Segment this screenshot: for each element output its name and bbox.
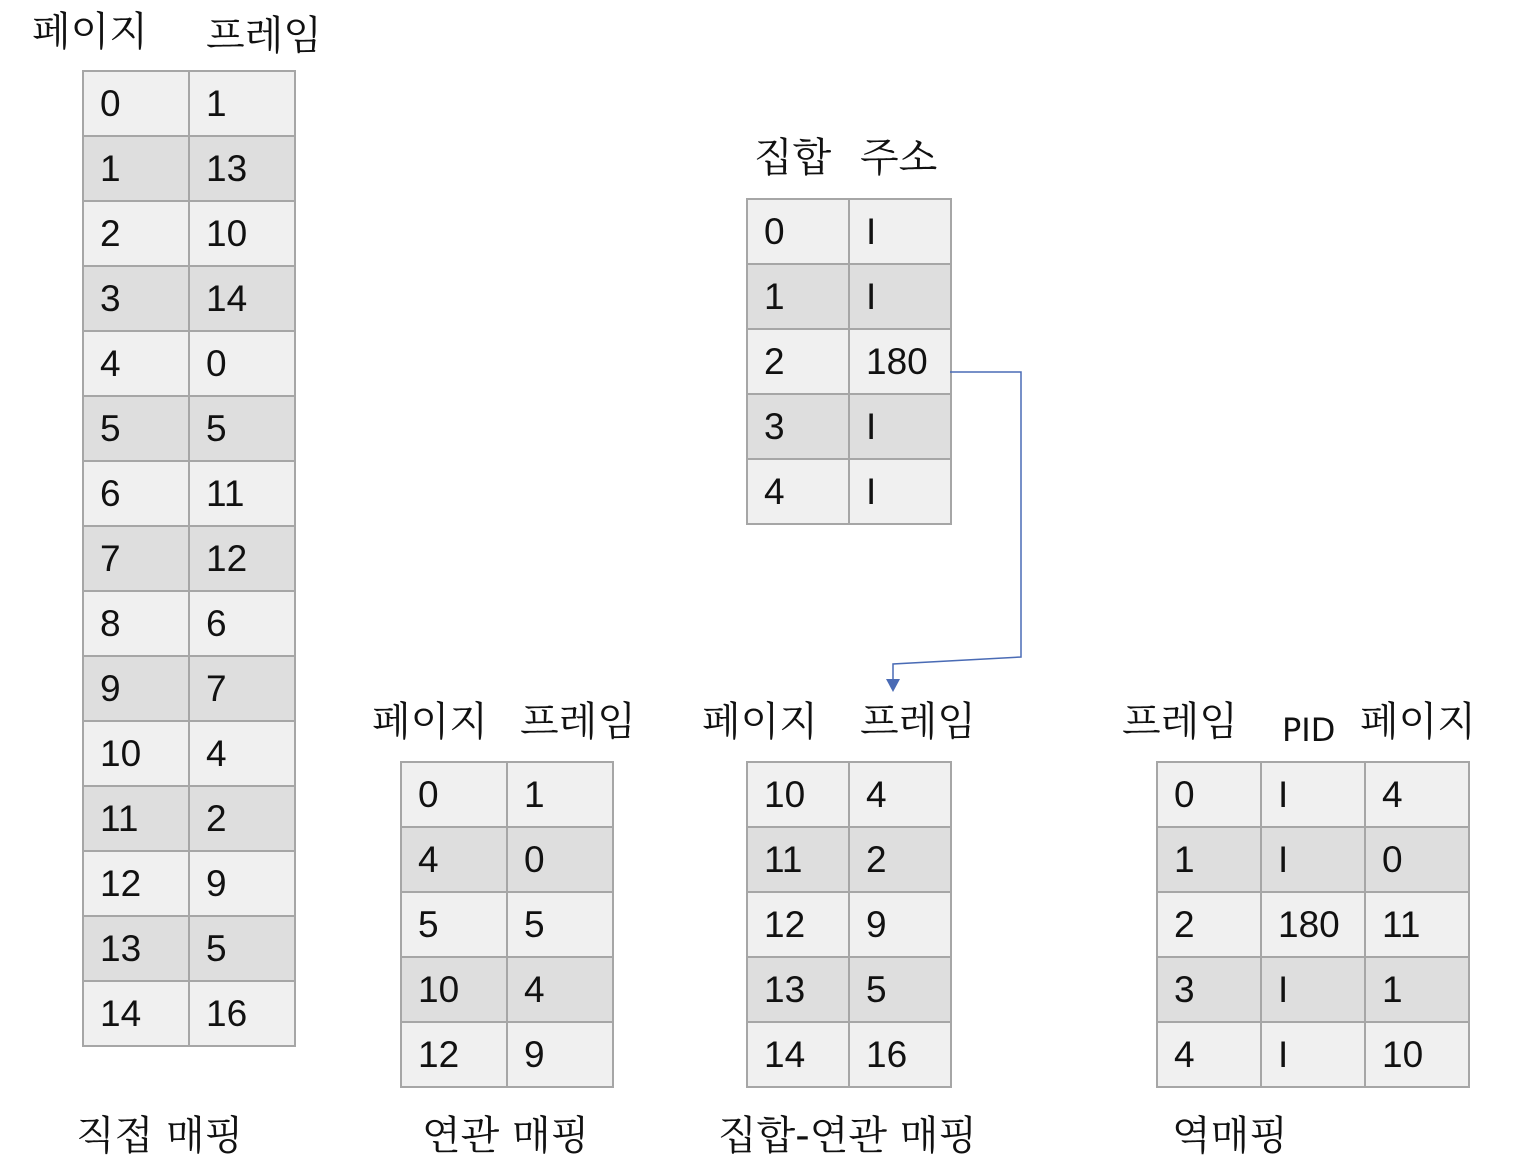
setassoc-header-page: 페이지 [702, 699, 818, 745]
direct-header-page: 페이지 [32, 9, 148, 55]
table-cell: 5 [83, 396, 189, 461]
table-cell: 5 [189, 396, 295, 461]
table-cell: 5 [189, 916, 295, 981]
table-cell: 14 [747, 1022, 849, 1087]
table-cell: 2 [83, 201, 189, 266]
table-cell: 0 [189, 331, 295, 396]
table-cell: 4 [747, 459, 849, 524]
table-cell: 180 [1261, 892, 1365, 957]
table-cell: 10 [1365, 1022, 1469, 1087]
table-cell: 16 [189, 981, 295, 1046]
inverted-mapping-caption: 역매핑 [1172, 1113, 1288, 1159]
table-cell: I [849, 264, 951, 329]
table-cell: 1 [1365, 957, 1469, 1022]
table-cell: 2 [849, 827, 951, 892]
table-cell: 14 [83, 981, 189, 1046]
table-cell: 13 [189, 136, 295, 201]
table-cell: 9 [83, 656, 189, 721]
table-cell: 4 [849, 762, 951, 827]
table-cell: 0 [507, 827, 613, 892]
set-associative-mapping-caption: 집합-연관 매핑 [718, 1113, 977, 1159]
table-cell: 4 [507, 957, 613, 1022]
table-cell: 6 [83, 461, 189, 526]
table-cell: I [1261, 957, 1365, 1022]
table-cell: 3 [747, 394, 849, 459]
table-cell: 2 [1157, 892, 1261, 957]
table-cell: 7 [189, 656, 295, 721]
set-header-set: 집합 [754, 135, 832, 181]
table-cell: 11 [83, 786, 189, 851]
inverted-header-frame: 프레임 [1122, 699, 1238, 745]
table-cell: 5 [849, 957, 951, 1022]
table-cell: 3 [1157, 957, 1261, 1022]
table-cell: 1 [1157, 827, 1261, 892]
table-cell: 12 [747, 892, 849, 957]
table-cell: 10 [747, 762, 849, 827]
table-cell: I [849, 394, 951, 459]
table-cell: 4 [1157, 1022, 1261, 1087]
table-cell: 10 [401, 957, 507, 1022]
table-cell: 6 [189, 591, 295, 656]
table-cell: 2 [747, 329, 849, 394]
table-cell: 9 [507, 1022, 613, 1087]
table-cell: 0 [401, 762, 507, 827]
table-cell: 1 [507, 762, 613, 827]
assoc-header-frame: 프레임 [520, 699, 636, 745]
direct-header-frame: 프레임 [206, 13, 322, 59]
table-cell: 1 [189, 71, 295, 136]
table-cell: 8 [83, 591, 189, 656]
table-cell: I [1261, 827, 1365, 892]
table-cell: 4 [83, 331, 189, 396]
table-cell: 1 [83, 136, 189, 201]
set-pointer-arrowhead [886, 679, 900, 692]
table-cell: 10 [83, 721, 189, 786]
table-cell: 13 [83, 916, 189, 981]
table-cell: I [1261, 762, 1365, 827]
table-cell: 11 [747, 827, 849, 892]
table-cell: 10 [189, 201, 295, 266]
table-cell: 1 [747, 264, 849, 329]
table-cell: 7 [83, 526, 189, 591]
table-cell: 13 [747, 957, 849, 1022]
table-cell: 5 [401, 892, 507, 957]
inverted-header-pid: PID [1282, 711, 1336, 749]
direct-mapping-caption: 직접 매핑 [76, 1113, 244, 1159]
set-pointer-line [893, 372, 1021, 680]
table-cell: 4 [401, 827, 507, 892]
setassoc-header-frame: 프레임 [860, 699, 976, 745]
inverted-header-page: 페이지 [1360, 699, 1476, 745]
table-cell: I [849, 199, 951, 264]
table-cell: 4 [189, 721, 295, 786]
associative-mapping-caption: 연관 매핑 [422, 1113, 590, 1159]
set-header-address: 주소 [860, 135, 938, 181]
table-cell: 12 [189, 526, 295, 591]
table-cell: 16 [849, 1022, 951, 1087]
table-cell: 14 [189, 266, 295, 331]
table-cell: 12 [83, 851, 189, 916]
table-cell: 0 [1157, 762, 1261, 827]
assoc-header-page: 페이지 [372, 699, 488, 745]
table-cell: 11 [1365, 892, 1469, 957]
table-cell: 9 [849, 892, 951, 957]
table-cell: I [1261, 1022, 1365, 1087]
table-cell: 11 [189, 461, 295, 526]
table-cell: 0 [747, 199, 849, 264]
table-cell: 0 [1365, 827, 1469, 892]
table-cell: I [849, 459, 951, 524]
table-cell: 0 [83, 71, 189, 136]
table-cell: 12 [401, 1022, 507, 1087]
table-cell: 180 [849, 329, 951, 394]
table-cell: 5 [507, 892, 613, 957]
table-cell: 2 [189, 786, 295, 851]
table-cell: 3 [83, 266, 189, 331]
table-cell: 9 [189, 851, 295, 916]
table-cell: 4 [1365, 762, 1469, 827]
